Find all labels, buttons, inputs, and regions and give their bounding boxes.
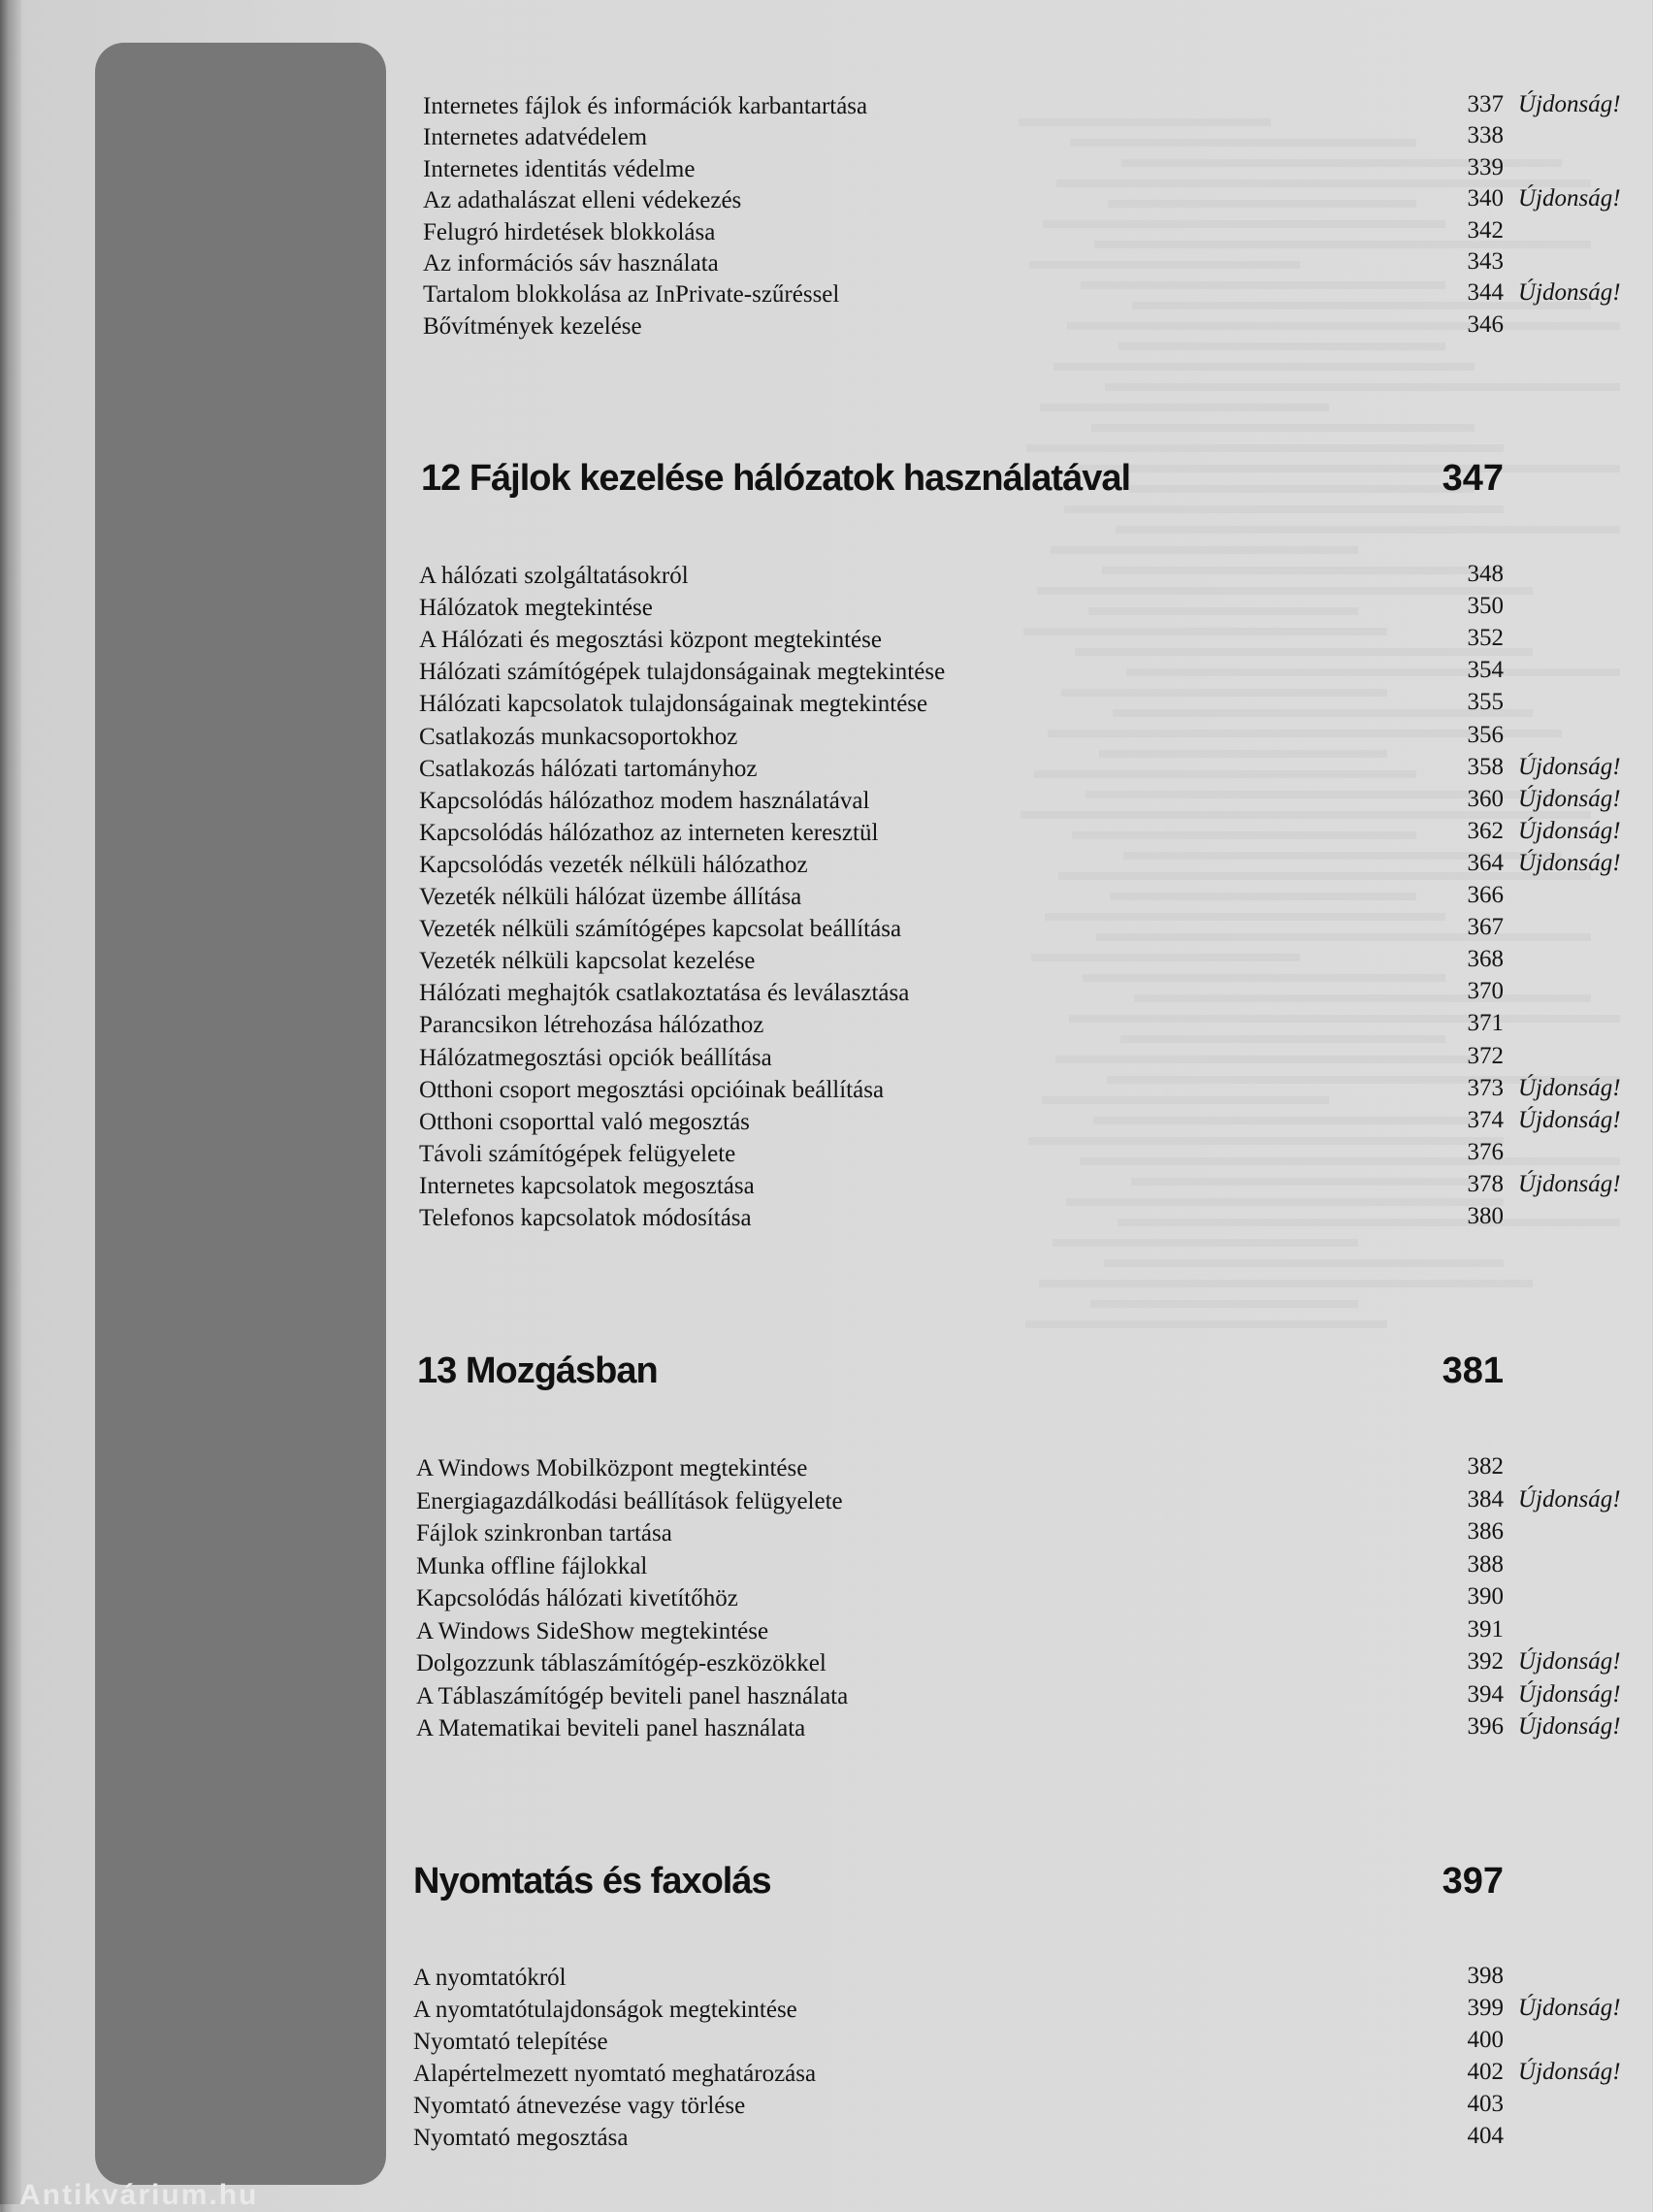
- toc-entry-title: Dolgozzunk táblaszámítógép-eszközökkel: [416, 1650, 826, 1676]
- bleed-through-line: [1118, 342, 1445, 350]
- bleed-through-line: [1093, 1117, 1475, 1124]
- bleed-through-line: [1058, 872, 1591, 880]
- bleed-through-line: [1090, 1300, 1358, 1308]
- toc-entry-page: 388: [1467, 1550, 1504, 1578]
- new-badge: Újdonság!: [1518, 185, 1621, 212]
- bleed-through-line: [1108, 200, 1416, 208]
- bleed-through-line: [1043, 220, 1445, 228]
- bleed-through-line: [1021, 811, 1591, 819]
- toc-entry-title: A Windows Mobilközpont megtekintése: [416, 1455, 808, 1481]
- bleed-through-line: [1131, 1178, 1475, 1186]
- bleed-through-line: [1045, 913, 1445, 921]
- bleed-through-line: [1104, 1259, 1504, 1267]
- toc-entry-title: Hálózatmegosztási opciók beállítása: [419, 1044, 772, 1071]
- toc-entry-title: Csatlakozás hálózati tartományhoz: [419, 755, 758, 782]
- toc-entry-page: 372: [1467, 1042, 1504, 1069]
- toc-entry-page: 390: [1467, 1583, 1504, 1610]
- toc-entry-page: 368: [1467, 946, 1504, 973]
- toc-entry-title: Hálózati meghajtók csatlakoztatása és leválasztása: [419, 980, 910, 1007]
- toc-entry-title: Kapcsolódás hálózathoz az interneten keresztül: [419, 819, 879, 846]
- toc-entry-title: Internetes kapcsolatok megosztása: [419, 1172, 755, 1199]
- toc-entry-page: 348: [1467, 561, 1504, 587]
- toc-entry-page: 354: [1467, 657, 1504, 684]
- toc-entry-title: Kapcsolódás hálózathoz modem használatával: [419, 787, 870, 814]
- bleed-through-line: [1067, 322, 1620, 330]
- toc-entry-page: 392: [1467, 1648, 1504, 1675]
- bleed-through-line: [1118, 1219, 1620, 1226]
- bleed-through-line: [1110, 893, 1416, 900]
- toc-entry-title: A nyomtatókról: [413, 1965, 567, 1991]
- bleed-through-line: [1025, 1320, 1387, 1328]
- bleed-through-line: [1031, 954, 1300, 961]
- toc-entry-title: Nyomtató átnevezése vagy törlése: [413, 2093, 746, 2119]
- sidebar-band: [95, 43, 386, 2185]
- book-spine-edge: [0, 0, 21, 2204]
- toc-entry-title: A Matematikai beviteli panel használata: [416, 1715, 806, 1741]
- toc-entry-page: 344: [1467, 279, 1504, 307]
- toc-entry-page: 402: [1467, 2059, 1504, 2085]
- toc-entry-title: Fájlok szinkronban tartása: [416, 1520, 672, 1546]
- toc-entry-title: Bővítmények kezelése: [423, 312, 642, 340]
- toc-entry-page: 358: [1467, 753, 1504, 780]
- watermark: Antikvárium.hu: [19, 2179, 259, 2211]
- new-badge: Újdonság!: [1518, 1106, 1621, 1133]
- new-badge: Újdonság!: [1518, 753, 1621, 780]
- toc-entry-title: Vezeték nélküli hálózat üzembe állítása: [419, 884, 802, 910]
- bleed-through-line: [1080, 1157, 1620, 1165]
- bleed-through-line: [1055, 1056, 1475, 1063]
- new-badge: Újdonság!: [1518, 817, 1621, 844]
- toc-entry-title: Parancsikon létrehozása hálózathoz: [419, 1012, 764, 1039]
- toc-entry-title: Az információs sáv használata: [423, 250, 719, 276]
- toc-entry-title: Kapcsolódás vezeték nélküli hálózathoz: [419, 851, 808, 878]
- new-badge: Újdonság!: [1518, 1995, 1621, 2021]
- toc-entry-page: 340: [1467, 185, 1504, 212]
- toc-entry-page: 356: [1467, 721, 1504, 748]
- bleed-through-line: [1126, 668, 1620, 676]
- toc-entry-page: 396: [1467, 1713, 1504, 1740]
- toc-entry-page: 371: [1467, 1010, 1504, 1037]
- new-badge: Újdonság!: [1518, 1680, 1621, 1708]
- toc-entry-page: 398: [1467, 1963, 1504, 1989]
- bleed-through-line: [1116, 526, 1620, 534]
- toc-entry-page: 384: [1467, 1485, 1504, 1513]
- toc-entry-title: Alapértelmezett nyomtató meghatározása: [413, 2061, 817, 2087]
- toc-entry-page: 366: [1467, 882, 1504, 908]
- bleed-through-line: [1039, 1280, 1533, 1287]
- new-badge: Újdonság!: [1518, 1713, 1621, 1740]
- toc-entry-title: Internetes identitás védelme: [423, 155, 696, 182]
- toc-entry-title: Felugró hirdetések blokkolása: [423, 218, 716, 245]
- toc-entry-title: Hálózatok megtekintése: [419, 595, 653, 622]
- toc-entry-title: Internetes adatvédelem: [423, 124, 648, 151]
- bleed-through-line: [1120, 1035, 1445, 1043]
- new-badge: Újdonság!: [1518, 1648, 1621, 1675]
- bleed-through-line: [1081, 281, 1445, 289]
- bleed-through-line: [1088, 607, 1358, 615]
- toc-entry-title: Hálózati számítógépek tulajdonságainak megtekintése: [419, 659, 946, 686]
- toc-entry-title: Vezeték nélküli kapcsolat kezelése: [419, 948, 756, 975]
- new-badge: Újdonság!: [1518, 2059, 1621, 2085]
- bleed-through-line: [1069, 1015, 1620, 1023]
- bleed-through-line: [1091, 424, 1475, 432]
- toc-entry-title: Kapcsolódás hálózati kivetítőhöz: [416, 1585, 738, 1611]
- toc-entry-page: 338: [1467, 122, 1504, 149]
- chapter-title: 12 Fájlok kezelése hálózatok használatával: [421, 458, 1131, 499]
- chapter-page: 381: [1442, 1350, 1504, 1391]
- bleed-through-line: [1094, 241, 1591, 248]
- toc-entry-page: 343: [1467, 248, 1504, 275]
- toc-entry-title: A Windows SideShow megtekintése: [416, 1617, 769, 1644]
- bleed-through-line: [1083, 974, 1445, 982]
- toc-entry-page: 352: [1467, 625, 1504, 652]
- toc-entry-title: Internetes fájlok és információk karbantartása: [423, 93, 868, 119]
- new-badge: Újdonság!: [1518, 1170, 1621, 1197]
- new-badge: Újdonság!: [1518, 279, 1621, 307]
- chapter-page: 397: [1442, 1861, 1504, 1902]
- toc-entry-title: Nyomtató telepítése: [413, 2029, 608, 2055]
- bleed-through-line: [1051, 546, 1358, 554]
- toc-entry-page: 342: [1467, 216, 1504, 244]
- toc-entry-page: 386: [1467, 1518, 1504, 1545]
- new-badge: Újdonság!: [1518, 785, 1621, 812]
- toc-entry-title: Otthoni csoport megosztási opcióinak beállítása: [419, 1076, 885, 1103]
- chapter-page: 347: [1442, 458, 1504, 499]
- toc-entry-page: 364: [1467, 849, 1504, 876]
- toc-entry-title: Nyomtató megosztása: [413, 2125, 629, 2151]
- new-badge: Újdonság!: [1518, 91, 1621, 117]
- bleed-through-line: [1053, 1239, 1358, 1247]
- bleed-through-line: [1034, 770, 1416, 778]
- toc-entry-title: Hálózati kapcsolatok tulajdonságainak megtekintése: [419, 691, 928, 718]
- bleed-through-line: [1023, 628, 1387, 635]
- toc-entry-page: 394: [1467, 1680, 1504, 1708]
- bleed-through-line: [1072, 831, 1416, 839]
- toc-entry-title: Az adathalászat elleni védekezés: [423, 187, 742, 214]
- toc-entry-page: 355: [1467, 689, 1504, 716]
- bleed-through-line: [1053, 363, 1475, 371]
- toc-entry-title: Otthoni csoporttal való megosztás: [419, 1108, 750, 1135]
- bleed-through-line: [1105, 383, 1620, 391]
- toc-entry-page: 339: [1467, 153, 1504, 180]
- bleed-through-line: [1028, 1137, 1504, 1145]
- bleed-through-line: [1026, 444, 1504, 452]
- bleed-through-line: [1134, 994, 1591, 1002]
- toc-entry-page: 350: [1467, 593, 1504, 620]
- toc-entry-page: 373: [1467, 1074, 1504, 1101]
- toc-entry-page: 374: [1467, 1106, 1504, 1133]
- toc-entry-page: 378: [1467, 1170, 1504, 1197]
- bleed-through-line: [1096, 933, 1591, 941]
- toc-entry-title: Telefonos kapcsolatok módosítása: [419, 1205, 752, 1231]
- toc-entry-title: Vezeték nélküli számítógépes kapcsolat beállítása: [419, 916, 902, 943]
- toc-entry-page: 346: [1467, 310, 1504, 338]
- toc-entry-page: 399: [1467, 1995, 1504, 2021]
- toc-entry-page: 360: [1467, 785, 1504, 812]
- bleed-through-line: [1029, 261, 1300, 269]
- new-badge: Újdonság!: [1518, 849, 1621, 876]
- toc-entry-page: 337: [1467, 91, 1504, 117]
- toc-entry-title: Tartalom blokkolása az InPrivate-szűréssel: [423, 281, 840, 309]
- toc-entry-page: 404: [1467, 2123, 1504, 2149]
- toc-entry-title: Energiagazdálkodási beállítások felügyelete: [416, 1487, 843, 1514]
- toc-entry-title: A hálózati szolgáltatásokról: [419, 563, 689, 589]
- toc-entry-page: 391: [1467, 1615, 1504, 1643]
- toc-entry-title: A nyomtatótulajdonságok megtekintése: [413, 1997, 797, 2023]
- new-badge: Újdonság!: [1518, 1485, 1621, 1513]
- bleed-through-line: [1056, 179, 1591, 187]
- toc-entry-page: 362: [1467, 817, 1504, 844]
- chapter-title: 13 Mozgásban: [417, 1350, 658, 1391]
- toc-entry-page: 400: [1467, 2027, 1504, 2053]
- bleed-through-line: [1019, 118, 1271, 126]
- bleed-through-line: [1070, 139, 1416, 146]
- toc-entry-page: 376: [1467, 1138, 1504, 1165]
- toc-entry-page: 367: [1467, 914, 1504, 941]
- toc-entry-title: Csatlakozás munkacsoportokhoz: [419, 723, 738, 750]
- toc-entry-page: 382: [1467, 1453, 1504, 1480]
- bleed-through-line: [1061, 689, 1387, 697]
- bleed-through-line: [1099, 750, 1387, 758]
- toc-entry-page: 380: [1467, 1203, 1504, 1229]
- bleed-through-line: [1040, 404, 1329, 411]
- toc-entry-title: Munka offline fájlokkal: [416, 1552, 648, 1579]
- bleed-through-line: [1064, 505, 1504, 513]
- bleed-through-line: [1042, 1096, 1329, 1104]
- toc-entry-page: 370: [1467, 978, 1504, 1005]
- toc-entry-title: A Hálózati és megosztási központ megtekintése: [419, 627, 882, 654]
- bleed-through-line: [1078, 465, 1620, 472]
- new-badge: Újdonság!: [1518, 1074, 1621, 1101]
- toc-entry-page: 403: [1467, 2091, 1504, 2117]
- toc-entry-title: A Táblaszámítógép beviteli panel használata: [416, 1682, 849, 1709]
- chapter-title: Nyomtatás és faxolás: [413, 1861, 771, 1902]
- toc-entry-title: Távoli számítógépek felügyelete: [419, 1140, 736, 1167]
